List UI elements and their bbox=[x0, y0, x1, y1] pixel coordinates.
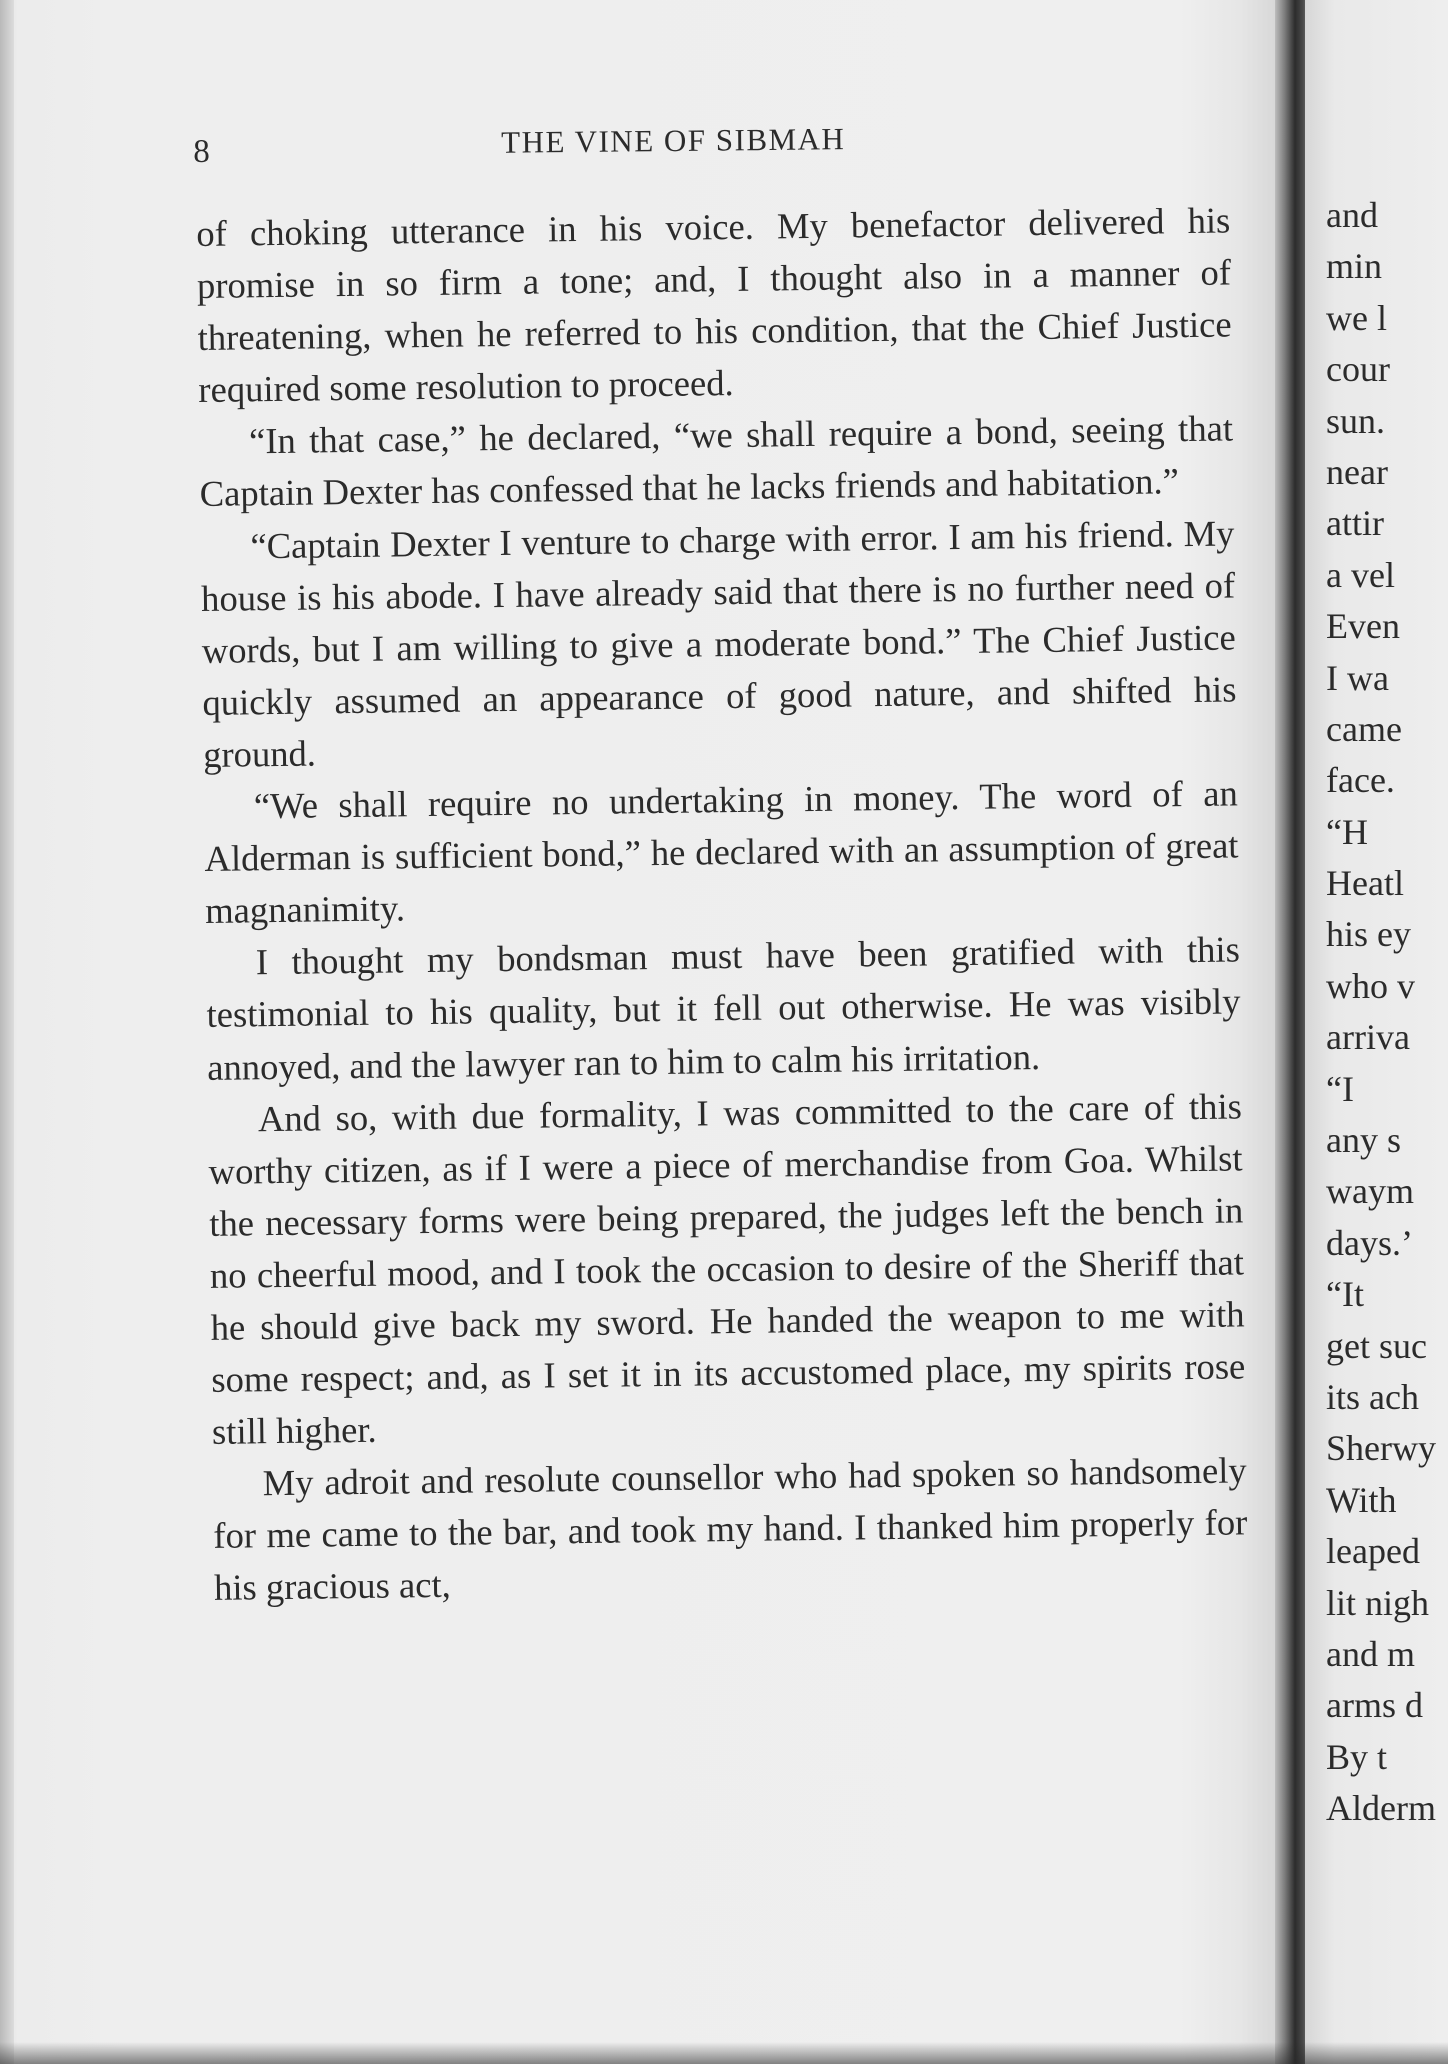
facing-page-line: Even bbox=[1326, 606, 1400, 647]
facing-page-line: any s bbox=[1326, 1120, 1401, 1161]
facing-page-line: waym bbox=[1326, 1171, 1414, 1212]
paragraph: “We shall require no undertaking in money. The word of an Alderman is sufficient bond,” he declared with an assumption of great magnanimity. bbox=[204, 772, 1239, 932]
facing-page-line: attir bbox=[1326, 503, 1384, 544]
page-edge bbox=[0, 0, 14, 2064]
facing-page-line: arms d bbox=[1326, 1685, 1423, 1726]
facing-page-line: came bbox=[1326, 708, 1402, 749]
facing-page-line: get suc bbox=[1326, 1325, 1427, 1366]
facing-page-line: a vel bbox=[1326, 554, 1395, 595]
page-number: 8 bbox=[193, 133, 211, 170]
facing-page-text bbox=[1326, 190, 1448, 1835]
facing-page-line: “H bbox=[1326, 811, 1368, 852]
paragraph: And so, with due formality, I was committed to the care of this worthy citizen, as if I were a piece of merchandise from Goa. Whilst the necessary forms were being prepared, the judges left the bench in no cheerful mood, and I took the occasion to desire of the Sheriff that he should give back my sword. He handed the weapon to me with some respect; and, as I set it in its accustomed place, my spirits rose still higher. bbox=[208, 1084, 1246, 1453]
facing-page-line: near bbox=[1326, 451, 1388, 492]
facing-page-line: Sherwy bbox=[1326, 1428, 1436, 1469]
facing-page-line: his ey bbox=[1326, 914, 1411, 955]
body-text bbox=[196, 194, 1248, 1614]
facing-page-line: its ach bbox=[1326, 1376, 1419, 1417]
facing-page-line: cour bbox=[1326, 349, 1390, 390]
facing-page-line: min bbox=[1326, 246, 1383, 287]
facing-page-line: and bbox=[1326, 195, 1378, 235]
facing-page-line: By t bbox=[1326, 1736, 1388, 1777]
facing-page-line: arriva bbox=[1326, 1017, 1410, 1058]
facing-page-line: sun. bbox=[1326, 400, 1386, 441]
paragraph: “In that case,” he declared, “we shall require a bond, seeing that Captain Dexter has confessed that he lacks friends and habitation.” bbox=[199, 407, 1234, 515]
running-head bbox=[193, 117, 1233, 178]
facing-page-line: “It bbox=[1326, 1274, 1364, 1315]
facing-page-line: leaped bbox=[1326, 1531, 1420, 1572]
facing-page-line: Alderm bbox=[1326, 1788, 1436, 1829]
running-title: THE VINE OF SIBMAH bbox=[500, 121, 846, 160]
facing-page-line: lit nigh bbox=[1326, 1582, 1430, 1623]
facing-page-line: days.’ bbox=[1326, 1222, 1413, 1263]
facing-page-line: I wa bbox=[1326, 657, 1389, 698]
facing-page-line: Heatl bbox=[1326, 863, 1404, 904]
facing-page-line: “I bbox=[1326, 1068, 1354, 1109]
paragraph: I thought my bondsman must have been gratified with this testimonial to his quality, but it fell out otherwise. He was visibly annoyed, and the lawyer ran to him to calm his irritation. bbox=[206, 928, 1241, 1088]
facing-page-line: who v bbox=[1326, 965, 1415, 1006]
paragraph: “Captain Dexter I venture to charge with error. I am his friend. My house is his abode. I have already said that there is no further need of words, but I am willing to give a moderate bond.” The Chief Justice quickly assumed an appearance of good nature, and shifted his ground. bbox=[200, 512, 1237, 775]
facing-page-line: we l bbox=[1326, 297, 1387, 338]
paragraph: of choking utterance in his voice. My benefactor delivered his promise in so firm a tone; and, I thought also in a manner of threatening, when he referred to his condition, that the Chief Justice required some resolution to proceed. bbox=[196, 199, 1232, 411]
facing-page-line: With bbox=[1326, 1479, 1397, 1520]
facing-page-line: face. bbox=[1326, 760, 1395, 801]
facing-page-line: and m bbox=[1326, 1633, 1415, 1674]
bottom-shadow bbox=[0, 2042, 1448, 2064]
paragraph: My adroit and resolute counsellor who had spoken so handsomely for me came to the bar, and took my hand. I thanked him properly for his gracious act, bbox=[213, 1449, 1248, 1609]
